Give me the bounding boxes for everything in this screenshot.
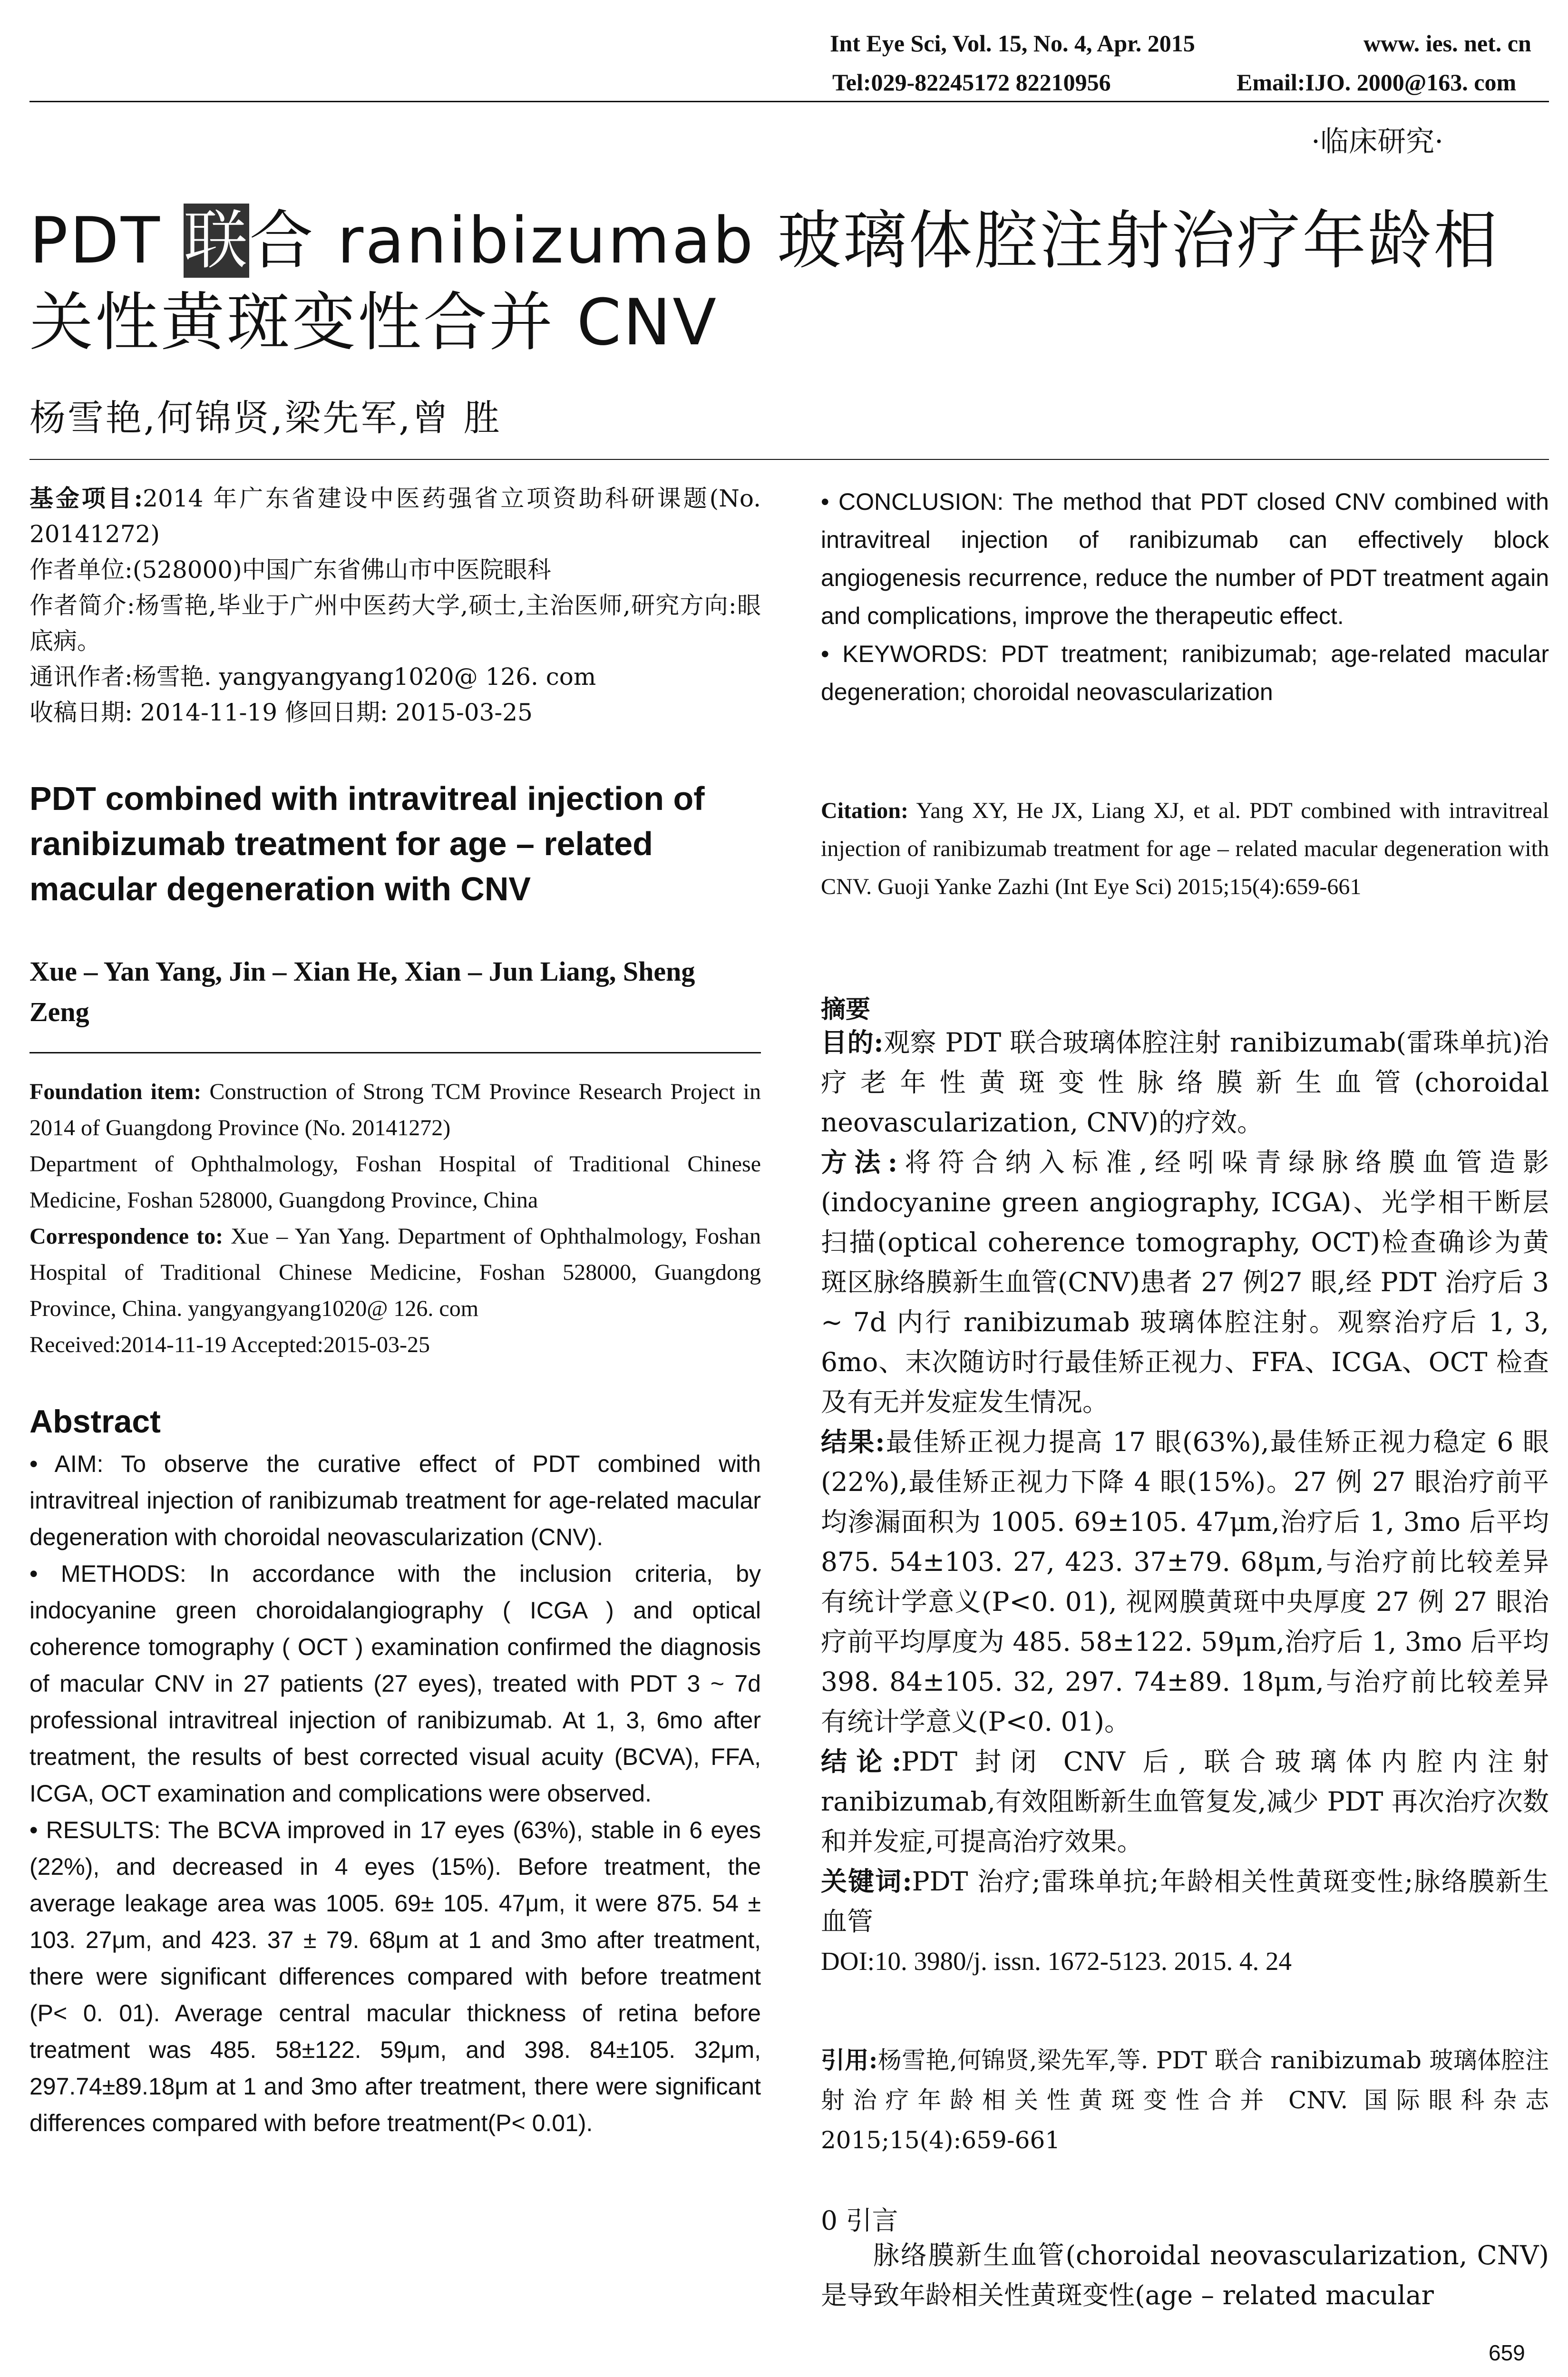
jielun-text: PDT 封闭 CNV 后, 联合玻璃体内腔内注射 ranibizumab,有效阻断新生血管复发,减少 PDT 再次治疗次数和并发症,可提高治疗效果。 <box>821 1746 1549 1857</box>
abstract-en-cont <box>821 483 1549 711</box>
cn-title-part: PDT <box>29 204 184 278</box>
cn-abstract-heading: 摘要 <box>821 995 871 1024</box>
citation-label: Citation: <box>821 798 908 823</box>
page-number: 659 <box>1489 2340 1525 2365</box>
jielun-label: 结论: <box>821 1746 902 1777</box>
journal-website: www. ies. net. cn <box>1363 30 1531 57</box>
section-heading-intro: 0 引言 <box>821 2205 898 2236</box>
jieguo-label: 结果: <box>821 1426 885 1457</box>
fangfa-text: 将符合纳入标准,经吲哚青绿脉络膜血管造影(indocyanine green angiography, ICGA)、光学相干断层扫描(optical coherence tomography, OCT)检查确诊为黄斑区脉络膜新生血管(CNV)患者 27 例27 眼,经 PDT 治疗后 3 ~ 7d 内行 ranibizumab 玻璃体腔注射。观察治疗后 1, 3, 6mo、末次随访时行最佳矫正视力、FFA、ICGA、OCT 检查及有无并发症发生情况。 <box>821 1147 1549 1417</box>
foundation-label: Foundation item: <box>29 1079 202 1104</box>
en-rule <box>29 1052 761 1053</box>
abstract-methods: • METHODS: In accordance with the inclusion criteria, by indocyanine green choroidalangiography ( ICGA ) and optical coherence tomography ( OCT ) examination confirmed the diagnosis of macular CNV in 27 patients (27 eyes), treated with PDT 3 ~ 7d professional intravitreal injection of ranibizumab. At 1, 3, 6mo after treatment, the results of best corrected visual acuity (BCVA), FFA, ICGA, OCT examination and complications were observed. <box>29 1560 761 1807</box>
fangfa-label: 方法: <box>821 1147 898 1178</box>
abstract-results: • RESULTS: The BCVA improved in 17 eyes (63%), stable in 6 eyes (22%), and decreased in 4 eyes (15%). Before treatment, the average leakage area was 1005. 69± 105. 47μm, it were 875. 54 ± 103. 27μm, and 423. 37 ± 79. 68μm at 1 and 3mo after treatment, there were significant differences compared with before treatment (P< 0. 01). Average central macular thickness of retina before treatment was 485. 58±122. 59μm, and 398. 84±105. 32μm, 297.74±89.18μm at 1 and 3mo after treatment, there were significant differences compared with before treatment(P< 0.01). <box>29 1817 761 2136</box>
intro-text: 脉络膜新生血管(choroidal neovascularization, CNV)是导致年龄相关性黄斑变性(age – related macular <box>821 2240 1549 2310</box>
cn-abstract <box>821 1023 1549 1981</box>
abstract-keywords: • KEYWORDS: PDT treatment; ranibizumab; age-related macular degeneration; choroidal neovascularization <box>821 641 1549 705</box>
cn-authors: 杨雪艳,何锦贤,梁先军,曾 胜 <box>29 397 502 439</box>
doi: DOI:10. 3980/j. issn. 1672-5123. 2015. 4. 24 <box>821 1947 1292 1976</box>
abstract-aim: • AIM: To observe the curative effect of PDT combined with intravitreal injection of ranibizumab treatment for age-related macular degeneration with choroidal neovascularization (CNV). <box>29 1451 761 1550</box>
cn-meta <box>29 480 761 731</box>
yinyong-text: 杨雪艳,何锦贤,梁先军,等. PDT 联合 ranibizumab 玻璃体腔注射治疗年龄相关性黄斑变性合并 CNV. 国际眼科杂志 2015;15(4):659-661 <box>821 2046 1549 2154</box>
journal-email: Email:IJO. 2000@163. com <box>1237 69 1517 96</box>
fund-text: 2014 年广东省建设中医药强省立项资助科研课题(No. 20141272) <box>29 485 761 548</box>
en-authors: Xue – Yan Yang, Jin – Xian He, Xian – Jun Liang, Sheng Zeng <box>29 956 695 1027</box>
author-bio: 作者简介:杨雪艳,毕业于广州中医药大学,硕士,主治医师,研究方向:眼底病。 <box>29 592 761 655</box>
en-meta <box>29 1074 761 1363</box>
keywords-cn-text: PDT 治疗;雷珠单抗;年龄相关性黄斑变性;脉络膜新生血管 <box>821 1866 1549 1937</box>
citation <box>821 792 1549 906</box>
dates-cn: 收稿日期: 2014-11-19 修回日期: 2015-03-25 <box>29 699 533 726</box>
cn-title-part: 合 ranibizumab 玻璃体腔注射治疗年龄相关性黄斑变性合并 CNV <box>29 204 1500 360</box>
corr-text: Xue – Yan Yang. Department of Ophthalmology, Foshan Hospital of Traditional Chinese Medicine, Foshan 528000, Guangdong Province, China. yangyangyang1020@ 126. com <box>29 1224 761 1321</box>
mudi-text: 观察 PDT 联合玻璃体腔注射 ranibizumab(雷珠单抗)治疗老年性黄斑变性脉络膜新生血管(choroidal neovascularization, CNV)的疗效。 <box>821 1027 1549 1138</box>
keywords-cn-label: 关键词: <box>821 1866 912 1897</box>
abstract-heading: Abstract <box>29 1403 161 1440</box>
cn-title-highlight: 联 <box>184 204 250 278</box>
citation-text: Yang XY, He JX, Liang XJ, et al. PDT combined with intravitreal injection of ranibizumab treatment for age – related macular degeneration with CNV. Guoji Yanke Zazhi (Int Eye Sci) 2015;15(4):659-661 <box>821 798 1549 899</box>
cn-citation <box>821 2040 1549 2160</box>
journal-tel: Tel:029-82245172 82210956 <box>832 69 1111 96</box>
jieguo-text: 最佳矫正视力提高 17 眼(63%),最佳矫正视力稳定 6 眼(22%),最佳矫正视力下降 4 眼(15%)。27 例 27 眼治疗前平均渗漏面积为 1005. 69±105. 47μm,治疗后 1, 3mo 后平均 875. 54±103. 27, 423. 37±79. 68μm,与治疗前比较差异有统计学意义(P<0. 01), 视网膜黄斑中央厚度 27 例 27 眼治疗前平均厚度为 485. 58±122. 59μm,治疗后 1, 3mo 后平均 398. 84±105. 32, 297. 74±89. 18μm,与治疗前比较差异有统计学意义(P<0. 01)。 <box>821 1427 1549 1737</box>
foundation-text: Construction of Strong TCM Province Research Project in 2014 of Guangdong Province (No. 20141272) <box>29 1079 761 1140</box>
header-rule <box>29 101 1549 102</box>
affiliation: 作者单位:(528000)中国广东省佛山市中医院眼科 <box>29 556 551 584</box>
yinyong-label: 引用: <box>821 2046 878 2074</box>
mudi-label: 目的: <box>821 1027 884 1058</box>
journal-issue: Int Eye Sci, Vol. 15, No. 4, Apr. 2015 <box>830 30 1195 57</box>
fund-label: 基金项目: <box>29 484 143 512</box>
title-rule <box>29 459 1549 460</box>
abstract-conclusion: • CONCLUSION: The method that PDT closed CNV combined with intravitreal injection of ranibizumab can effectively block angiogenesis recurrence, reduce the number of PDT treatment again and complications, improve the therapeutic effect. <box>821 488 1549 629</box>
corresponding-author: 通讯作者:杨雪艳. yangyangyang1020@ 126. com <box>29 663 596 691</box>
corr-label: Correspondence to: <box>29 1224 224 1249</box>
column-label: ·临床研究· <box>1311 125 1444 158</box>
abstract-en <box>29 1446 761 2142</box>
en-title: PDT combined with intravitreal injection of ranibizumab treatment for age – related macular degeneration with CNV <box>29 780 705 907</box>
department: Department of Ophthalmology, Foshan Hospital of Traditional Chinese Medicine, Foshan 528000, Guangdong Province, China <box>29 1151 761 1213</box>
cn-title <box>29 200 1549 363</box>
received-dates: Received:2014-11-19 Accepted:2015-03-25 <box>29 1332 430 1357</box>
